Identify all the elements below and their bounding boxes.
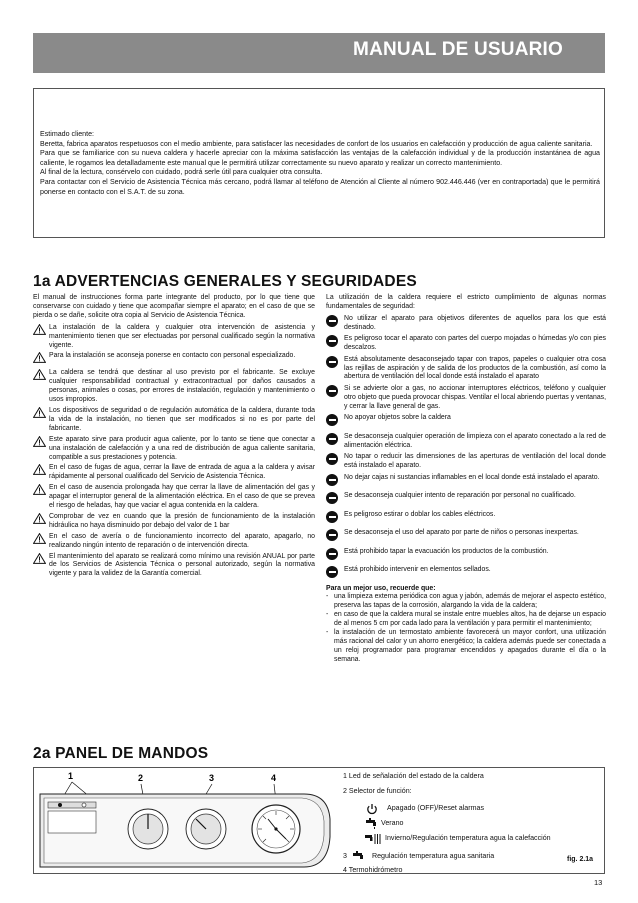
warning-item: [33, 324, 315, 351]
warning-item: [33, 464, 315, 482]
prohibition-icon-wrap: [326, 529, 344, 545]
warning-item: [33, 407, 315, 434]
prohibition-icon: [326, 335, 338, 347]
intro-box: [33, 88, 605, 238]
prohibition-icon: [326, 529, 338, 541]
intro-text: [40, 130, 600, 197]
warning-triangle-icon: [33, 436, 49, 451]
warning-triangle-icon: [33, 352, 49, 367]
warning-triangle-icon: [33, 407, 49, 422]
prohibition-text: No utilizar el aparato para objetivos diferentes de aquellos para los que está destinado.: [344, 314, 606, 331]
prohibition-icon-wrap: [326, 335, 344, 351]
prohibition-text: No tapar o reducir las dimensiones de las aperturas de ventilación del local donde está instalado el aparato.: [344, 453, 606, 470]
legend-off: [343, 803, 603, 815]
prohibition-icon: [326, 356, 338, 368]
prohibition-icon-wrap: [326, 548, 344, 564]
prohibition-text: Es peligroso estirar o doblar los cables eléctricos.: [344, 510, 496, 518]
prohibition-item: [326, 492, 606, 508]
warning-text: Este aparato sirve para producir agua caliente, por lo tanto se tiene que conectar a una instalación de calefacción y a una red de distribución de agua caliente sanitaria, compatible a sus prestaciones y potencia.: [49, 435, 315, 461]
page-number: 13: [594, 878, 603, 887]
warning-triangle-icon: [33, 464, 49, 479]
manual-intro: El manual de instrucciones forma parte integrante del producto, por lo que tiene que conservarse con cuidado y tiene que acompañar siempre el aparato; en el caso de que se pierda o se dañe, solicite otra copia al Servicio de Asistencia Técnica.: [33, 294, 315, 319]
warning-text: En el caso de avería o de funcionamiento incorrecto del aparato, apagarlo, no realizando ningún intento de reparación o de intervención directa.: [49, 532, 315, 549]
legend-item-1: [343, 772, 603, 781]
prohibition-icon-wrap: [326, 414, 344, 430]
legend-item-3-text: Regulación temperatura agua sanitaria: [371, 852, 495, 861]
tips-title: Para un mejor uso, recuerde que:: [326, 584, 436, 592]
intro-paragraph: Para que se familiarice con su nueva caldera y hacerle apreciar con la máxima satisfacción las ventajas de la calefacción individual y de la producción instantánea de agua caliente, le rogamos lea detalladamente este manual que le permitirá utilizar correctamente su nuevo aparato y realizar un correcto mantenimiento.: [40, 149, 600, 167]
warning-triangle-icon: [33, 553, 49, 568]
prohibition-icon: [326, 511, 338, 523]
legend-item-4-text: 4 Termohidrómetro: [343, 865, 403, 874]
prohibition-icon: [326, 414, 338, 426]
prohibition-item: [326, 335, 606, 353]
tip-item: - en caso de que la caldera mural se instale entre muebles altos, ha de dejarse un espacio de al menos 5 cm por cada lado para la ventilación y para permitir el mantenimiento;: [326, 611, 606, 629]
callout-2: 2: [138, 773, 144, 783]
prohibition-text: Está absolutamente desaconsejado tapar con trapos, papeles o cualquier otra cosa las rejillas de aspiración y de salida de los productos de la combustión, así como la abertura de ventilación del local donde está instalado el aparato: [344, 355, 606, 381]
prohibition-text: Está prohibido intervenir en elementos sellados.: [344, 566, 491, 574]
legend-item-2-text: 2 Selector de función:: [343, 787, 412, 796]
prohibition-icon-wrap: [326, 385, 344, 401]
legend-winter-text: Invierno/Regulación temperatura agua la calefacción: [385, 834, 551, 843]
warning-item: [33, 369, 315, 405]
prohibition-icon-wrap: [326, 566, 344, 582]
legend-item-3: [343, 851, 603, 863]
prohibition-icon-wrap: [326, 315, 344, 331]
callout-1: 1: [68, 771, 74, 781]
warning-triangle-icon: [33, 324, 49, 339]
tap-icon: [352, 851, 366, 863]
header-bar: [33, 33, 605, 73]
warning-triangle-icon: [33, 369, 49, 384]
warning-item: [33, 436, 315, 463]
prohibition-text: Si se advierte olor a gas, no accionar interruptores eléctricos, teléfono y cualquier otro objeto que pueda provocar chispas. Ventilar el local abriendo puertas y ventanas, y cerrar la llave general de gas.: [344, 384, 607, 410]
warning-item: [33, 484, 315, 511]
warning-text: El mantenimiento del aparato se realizará como mínimo una revisión ANUAL por parte de los Servicios de Asistencia Técnica o personal autorizado, según la normativa vigente y para la validez de la Garantía comercial.: [49, 552, 315, 578]
prohibition-icon-wrap: [326, 511, 344, 527]
prohibitions-list: [326, 315, 606, 582]
intro-paragraph: Al final de la lectura, consérvelo con cuidado, podrá serle útil para cualquier otra consulta.: [40, 168, 323, 177]
callout-4: 4: [271, 773, 277, 783]
prohibition-icon: [326, 315, 338, 327]
warning-triangle-icon: [33, 533, 49, 548]
prohibition-text: Es peligroso tocar el aparato con partes del cuerpo mojadas o húmedas y/o con pies descalzos.: [344, 335, 606, 352]
tip-item: - la instalación de un termostato ambiente favorecerá un mayor confort, una utilización más racional del calor y un ahorro energético; la caldera además puede ser conectada a un reloj programador para programar encendidos y apagados durante el día o la semana.: [326, 629, 606, 665]
warning-text: En el caso de ausencia prolongada hay que cerrar la llave de alimentación del gas y apagar el interruptor general de la alimentación eléctrica. En el caso de que se prevea el riesgo de heladas, hay que vaciar el agua contenida en la caldera.: [49, 484, 315, 510]
prohibition-text: No dejar cajas ni sustancias inflamables en el local donde está instalado el aparato.: [344, 473, 600, 481]
warning-text: La caldera se tendrá que destinar al uso previsto por el fabricante. Se excluye cualquier responsabilidad contractual y extracontractual por daños causados a personas, animales o cosas, por errores de instalación, regulación y mantenimiento o usos impropios.: [49, 369, 315, 404]
prohibition-text: No apoyar objetos sobre la caldera: [344, 414, 451, 422]
legend-winter: [343, 833, 603, 845]
prohibition-text: Se desaconseja el uso del aparato por parte de niños o personas inexpertas.: [344, 529, 579, 537]
prohibition-icon-wrap: [326, 474, 344, 490]
prohibition-icon: [326, 385, 338, 397]
prohibition-item: [326, 453, 606, 471]
legend-item-3-number: 3: [343, 852, 347, 861]
tap-icon: [365, 818, 379, 830]
legend-item-2: [343, 787, 603, 796]
tip-item: - una limpieza externa periódica con agua y jabón, además de mejorar el aspecto estético, preserva las tapas de la corrosión, alargando la vida de la caldera;: [326, 593, 606, 611]
prohibition-item: [326, 511, 606, 527]
prohibition-icon: [326, 453, 338, 465]
legend-off-text: Apagado (OFF)/Reset alarmas: [387, 804, 484, 813]
prohibition-icon: [326, 474, 338, 486]
warnings-list: [33, 324, 315, 580]
warning-triangle-icon: [33, 484, 49, 499]
warnings-column: [33, 294, 315, 581]
figure-label: fig. 2.1a: [567, 856, 594, 863]
tips-list: [326, 593, 606, 664]
prohibition-item: [326, 474, 606, 490]
warning-item: [33, 553, 315, 580]
prohibition-icon-wrap: [326, 492, 344, 508]
prohibition-item: [326, 414, 606, 430]
intro-paragraph: Para contactar con el Servicio de Asistencia Técnica más cercano, podrá llamar al teléfono de Atención al Cliente al número 902.446.446 (ver en contraportada) que le permitirá ponerse en contacto con el S.A.T. de su zona.: [40, 177, 600, 196]
warning-item: [33, 513, 315, 531]
prohibition-icon: [326, 566, 338, 578]
callout-3: 3: [209, 773, 215, 783]
prohibition-item: [326, 385, 606, 412]
power-icon: [365, 803, 379, 815]
prohibition-item: [326, 548, 606, 564]
safety-intro: La utilización de la caldera requiere el estricto cumplimiento de algunas normas fundamentales de seguridad:: [326, 294, 606, 310]
legend-summer-text: Verano: [381, 819, 404, 828]
section-title-panel: 2a PANEL DE MANDOS: [33, 745, 209, 762]
prohibition-item: [326, 315, 606, 333]
warning-text: Los dispositivos de seguridad o de regulación automática de la caldera, durante toda la vida de la instalación, no tienen que ser modificados si no es por parte del fabricante.: [49, 406, 315, 432]
warning-item: [33, 352, 315, 367]
safety-column: [326, 294, 606, 665]
legend-item-1-text: 1 Led de señalación del estado de la caldera: [343, 772, 484, 780]
prohibition-item: [326, 566, 606, 582]
control-panel-illustration: [36, 769, 336, 872]
warning-text: La instalación de la caldera y cualquier otra intervención de asistencia y mantenimiento tienen que ser efectuadas por personal cualificado según la normativa vigente.: [49, 323, 315, 349]
prohibition-icon-wrap: [326, 356, 344, 372]
warning-item: [33, 533, 315, 551]
prohibition-item: [326, 529, 606, 545]
tap-radiator-icon: [365, 833, 383, 845]
prohibition-icon-wrap: [326, 453, 344, 469]
warning-text: Para la instalación se aconseja ponerse en contacto con personal especializado.: [49, 352, 296, 360]
prohibition-icon: [326, 492, 338, 504]
prohibition-item: [326, 356, 606, 383]
prohibition-icon: [326, 548, 338, 560]
legend-summer: [343, 818, 603, 830]
warning-text: En el caso de fugas de agua, cerrar la llave de entrada de agua a la caldera y avisar rápidamente al personal cualificado del Servicio de Asistencia Técnica.: [49, 464, 315, 481]
section-title-warnings: 1a ADVERTENCIAS GENERALES Y SEGURIDADES: [33, 273, 417, 290]
prohibition-text: Se desaconseja cualquier intento de reparación por personal no cualificado.: [344, 492, 576, 500]
warning-triangle-icon: [33, 513, 49, 528]
intro-paragraph: Estimado cliente:: [40, 130, 95, 138]
panel-legend: [343, 772, 603, 881]
intro-paragraph: Beretta, fabrica aparatos respetuosos con el medio ambiente, para satisfacer las necesidades de confort de los usuarios en calefacción y producción de agua caliente sanitaria.: [40, 139, 593, 148]
prohibition-item: [326, 433, 606, 451]
page-title: MANUAL DE USUARIO: [353, 39, 563, 60]
prohibition-icon-wrap: [326, 433, 344, 449]
prohibition-text: Está prohibido tapar la evacuación los productos de la combustión.: [344, 547, 549, 555]
prohibition-icon: [326, 433, 338, 445]
prohibition-text: Se desaconseja cualquier operación de limpieza con el aparato conectado a la red de alimentación eléctrica.: [344, 432, 606, 449]
warning-text: Comprobar de vez en cuando que la presión de funcionamiento de la instalación hidráulica no haya disminuido por debajo del valor de 1 bar: [49, 512, 315, 529]
legend-item-4: [343, 866, 603, 875]
